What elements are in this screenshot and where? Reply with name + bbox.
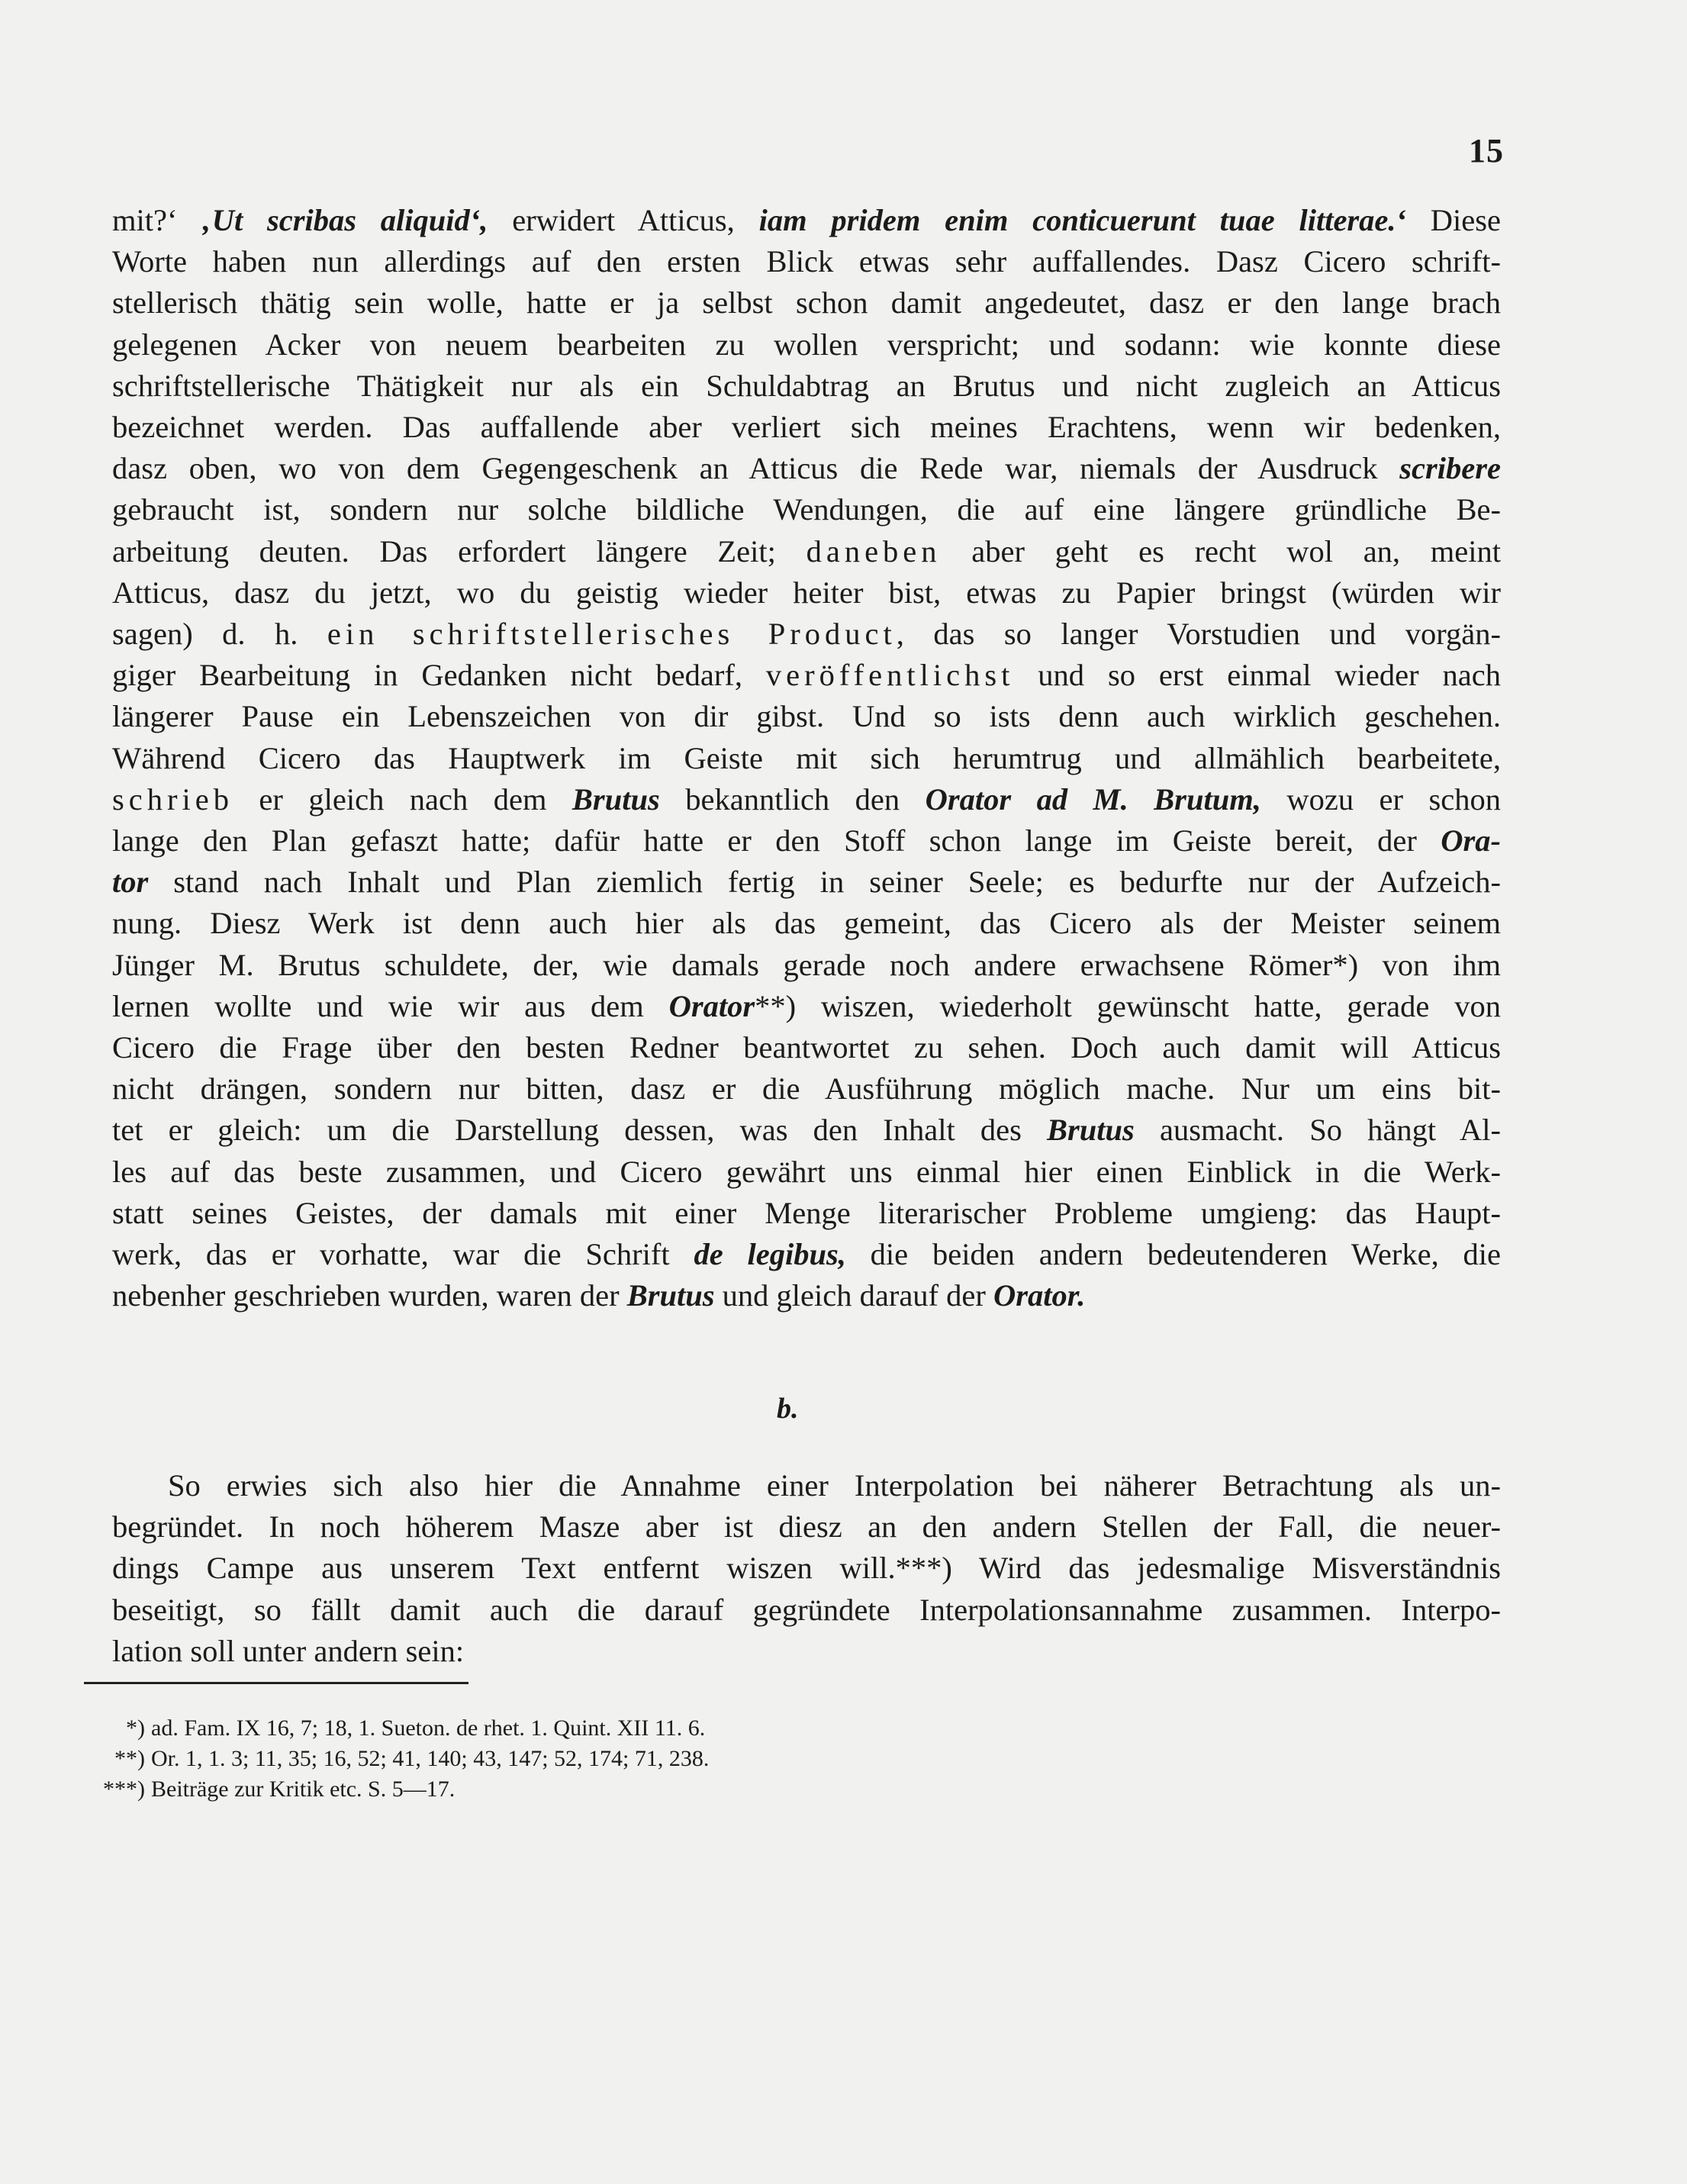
text-run: So erwies sich also hier die Annahme einer Interpolation bei näherer Betrachtung als un- <box>168 1468 1501 1503</box>
text-run: werk, das er vorhatte, war die Schrift <box>112 1237 694 1271</box>
text-run: gelegenen Acker von neuem bearbeiten zu wollen verspricht; und sodann: wie konnte diese <box>112 327 1501 362</box>
italic-text: ‚Ut scribas aliquid‘, <box>201 203 488 237</box>
text-run: beseitigt, so fällt damit auch die darauf gegründete Interpolationsannahme zusammen. Interpo- <box>112 1592 1501 1627</box>
text-line <box>112 572 1501 614</box>
text-run: bekanntlich den <box>659 781 926 817</box>
text-run: Atticus, dasz du jetzt, wo du geistig wieder heiter bist, etwas zu Papier bringst (würden wir <box>112 575 1501 610</box>
text-line <box>112 1027 1501 1068</box>
italic-text: Brutus <box>626 1278 715 1313</box>
footnote <box>96 1713 705 1744</box>
italic-text: scribere <box>1399 451 1501 486</box>
text-line <box>112 448 1501 489</box>
text-line <box>112 366 1501 407</box>
spaced-text: daneben <box>806 533 942 569</box>
text-line <box>112 1590 1501 1631</box>
text-line <box>112 820 1501 862</box>
footnote-text: Or. 1, 1. 3; 11, 35; 16, 52; 41, 140; 43, 147; 52, 174; 71, 238. <box>151 1746 710 1771</box>
footnote-text: Beiträge zur Kritik etc. S. 5—17. <box>151 1777 456 1802</box>
text-run: , das so langer Vorstudien und vorgän- <box>896 617 1501 651</box>
text-line <box>112 1275 1501 1316</box>
text-run: erwidert Atticus, <box>488 203 759 237</box>
text-line <box>112 862 1501 903</box>
text-line <box>112 903 1501 944</box>
footnote-text: ad. Fam. IX 16, 7; 18, 1. Sueton. de rhet. 1. Quint. XII 11. 6. <box>151 1715 706 1741</box>
footnote <box>96 1774 455 1805</box>
text-run: dings Campe aus unserem Text entfernt wiszen will.***) Wird das jedesmalige Misverständnis <box>112 1551 1501 1586</box>
text-run: arbeitung deuten. Das erfordert längere Zeit; <box>112 533 806 569</box>
text-line <box>112 241 1501 282</box>
text-run: nicht drängen, sondern nur bitten, dasz er die Ausführung möglich mache. Nur um eins bit- <box>112 1071 1501 1106</box>
text-run: lange den Plan gefaszt hatte; dafür hatte er den Stoff schon lange im Geiste bereit, der <box>112 823 1441 858</box>
italic-text: Brutus <box>571 781 660 817</box>
text-line <box>112 738 1501 779</box>
section-label: b. <box>777 1393 799 1425</box>
text-line <box>112 1193 1501 1234</box>
text-line <box>112 407 1501 448</box>
text-line <box>112 282 1501 324</box>
italic-text: Ora- <box>1441 823 1501 858</box>
text-run: Cicero die Frage über den besten Redner beantwortet zu sehen. Doch auch damit will Atticus <box>112 1030 1501 1065</box>
text-run: ausmacht. So hängt Al- <box>1134 1113 1501 1148</box>
text-run: sagen) d. h. <box>112 617 327 651</box>
footnote-mark: **) <box>114 1746 145 1771</box>
text-run: stand nach Inhalt und Plan ziemlich fertig in seiner Seele; es bedurfte nur der Aufzeich- <box>148 865 1501 900</box>
italic-text: iam pridem enim conticuerunt tuae litterae.‘ <box>758 203 1407 237</box>
text-line <box>112 1506 1501 1548</box>
text-run: stellerisch thätig sein wolle, hatte er ja selbst schon damit angedeutet, dasz er den lange brach <box>112 285 1501 321</box>
italic-text: tor <box>112 865 149 900</box>
text-run: längerer Pause ein Lebenszeichen von dir gibst. Und so ists denn auch wirklich geschehen. <box>112 699 1501 734</box>
text-run: dasz oben, wo von dem Gegengeschenk an Atticus die Rede war, niemals der Ausdruck <box>112 451 1400 486</box>
text-run: **) wiszen, wiederholt gewünscht hatte, gerade von <box>755 988 1501 1023</box>
spaced-text: schrieb <box>112 781 233 817</box>
text-line <box>112 696 1501 737</box>
text-line <box>112 1234 1501 1275</box>
text-line <box>112 1465 1501 1506</box>
footnote <box>96 1744 709 1774</box>
text-line <box>112 655 1501 696</box>
text-run: mit?‘ <box>112 203 202 237</box>
text-run: giger Bearbeitung in Gedanken nicht bedarf, <box>112 658 766 693</box>
text-run: gebraucht ist, sondern nur solche bildliche Wendungen, die auf eine längere gründliche Be- <box>112 492 1501 527</box>
text-run: statt seines Geistes, der damals mit einer Menge literarischer Probleme umgieng: das Haupt- <box>112 1195 1501 1230</box>
text-line <box>112 1631 1501 1672</box>
text-run: die beiden andern bedeutenderen Werke, die <box>845 1237 1502 1271</box>
text-line <box>112 986 1501 1027</box>
text-run: aber geht es recht wol an, meint <box>941 533 1501 569</box>
text-run: und so erst einmal wieder nach <box>1014 658 1501 693</box>
footnote-mark: *) <box>126 1715 145 1741</box>
text-run: wozu er schon <box>1260 781 1501 817</box>
page-number: 15 <box>1469 132 1504 169</box>
text-line <box>112 1548 1501 1589</box>
footnote-mark: ***) <box>103 1777 145 1802</box>
text-line <box>112 489 1501 530</box>
text-line <box>112 945 1501 986</box>
footnote-rule <box>84 1682 468 1684</box>
italic-text: de legibus, <box>694 1237 846 1271</box>
italic-text: Orator. <box>993 1278 1086 1313</box>
italic-text: Brutus <box>1046 1113 1135 1148</box>
text-run: Worte haben nun allerdings auf den ersten Blick etwas sehr auffallendes. Dasz Cicero schrift- <box>112 244 1501 279</box>
text-run: begründet. In noch höherem Masze aber ist diesz an den andern Stellen der Fall, die neuer- <box>112 1509 1501 1545</box>
text-run: und gleich darauf der <box>714 1278 994 1313</box>
text-run: er gleich nach dem <box>233 781 572 817</box>
text-run: Diese <box>1406 203 1502 237</box>
text-line <box>112 614 1501 655</box>
italic-text: Orator <box>668 988 755 1023</box>
text-line <box>112 200 1501 241</box>
text-run: nung. Diesz Werk ist denn auch hier als das gemeint, das Cicero als der Meister seinem <box>112 906 1501 941</box>
text-run: les auf das beste zusammen, und Cicero gewährt uns einmal hier einen Einblick in die Werk- <box>112 1154 1501 1189</box>
text-line <box>112 324 1501 366</box>
text-run: nebenher geschrieben wurden, waren der <box>112 1278 627 1313</box>
text-run: lation soll unter andern sein: <box>112 1633 465 1668</box>
spaced-text: ein schriftstellerisches Product <box>327 617 897 651</box>
text-line <box>112 1152 1501 1193</box>
text-line <box>112 531 1501 572</box>
spaced-text: veröffentlichst <box>765 658 1015 693</box>
text-run: Während Cicero das Hauptwerk im Geiste mit sich herumtrug und allmählich bearbeitete, <box>112 740 1501 775</box>
text-line <box>112 1068 1501 1110</box>
text-run: schriftstellerische Thätigkeit nur als ein Schuldabtrag an Brutus und nicht zugleich an Atticus <box>112 368 1501 403</box>
text-line <box>112 779 1501 820</box>
text-run: lernen wollte und wie wir aus dem <box>112 988 669 1023</box>
text-run: Jünger M. Brutus schuldete, der, wie damals gerade noch andere erwachsene Römer*) von ihm <box>112 947 1501 982</box>
text-run: bezeichnet werden. Das auffallende aber verliert sich meines Erachtens, wenn wir bedenken, <box>112 410 1501 444</box>
text-run: tet er gleich: um die Darstellung dessen, was den Inhalt des <box>112 1113 1047 1148</box>
text-line <box>112 1110 1501 1151</box>
italic-text: Orator ad M. Brutum, <box>925 781 1261 817</box>
